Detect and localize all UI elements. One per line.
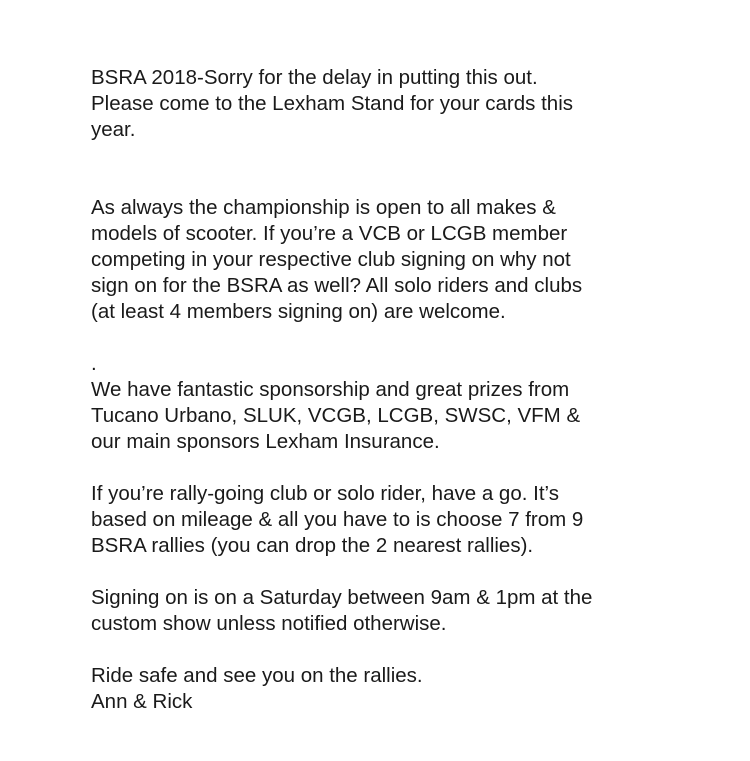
text-line: (at least 4 members signing on) are welcome. — [91, 300, 506, 323]
signature-line: Ann & Rick — [91, 690, 193, 713]
paragraph-spacer — [91, 143, 691, 195]
text-line: based on mileage & all you have to is choose 7 from 9 — [91, 508, 584, 531]
paragraph-spacer — [91, 559, 691, 585]
paragraph-rally — [91, 481, 691, 559]
paragraph-dot — [91, 351, 691, 377]
text-line: Tucano Urbano, SLUK, VCGB, LCGB, SWSC, VFM & — [91, 404, 581, 427]
text-line: sign on for the BSRA as well? All solo riders and clubs — [91, 274, 583, 297]
text-line: Ride safe and see you on the rallies. — [91, 664, 423, 687]
text-line: We have fantastic sponsorship and great prizes from — [91, 378, 570, 401]
text-line: our main sponsors Lexham Insurance. — [91, 430, 440, 453]
text-line: . — [91, 352, 97, 375]
paragraph-spacer — [91, 455, 691, 481]
text-line: competing in your respective club signing on why not — [91, 248, 571, 271]
text-line: Please come to the Lexham Stand for your cards this — [91, 92, 574, 115]
paragraph-signoff — [91, 663, 691, 715]
text-line: If you’re rally-going club or solo rider, have a go. It’s — [91, 482, 559, 505]
paragraph-sponsorship — [91, 377, 691, 455]
paragraph-championship — [91, 195, 691, 325]
paragraph-signing — [91, 585, 691, 637]
paragraph-intro — [91, 65, 691, 143]
text-line: BSRA rallies (you can drop the 2 nearest rallies). — [91, 534, 534, 557]
text-line: year. — [91, 118, 136, 141]
text-line: Signing on is on a Saturday between 9am & 1pm at the — [91, 586, 593, 609]
text-line: As always the championship is open to all makes & — [91, 196, 556, 219]
paragraph-spacer — [91, 325, 691, 351]
text-line: BSRA 2018-Sorry for the delay in putting this out. — [91, 66, 538, 89]
text-line: custom show unless notified otherwise. — [91, 612, 447, 635]
text-line: models of scooter. If you’re a VCB or LCGB member — [91, 222, 568, 245]
document-body — [91, 65, 691, 715]
paragraph-spacer — [91, 637, 691, 663]
